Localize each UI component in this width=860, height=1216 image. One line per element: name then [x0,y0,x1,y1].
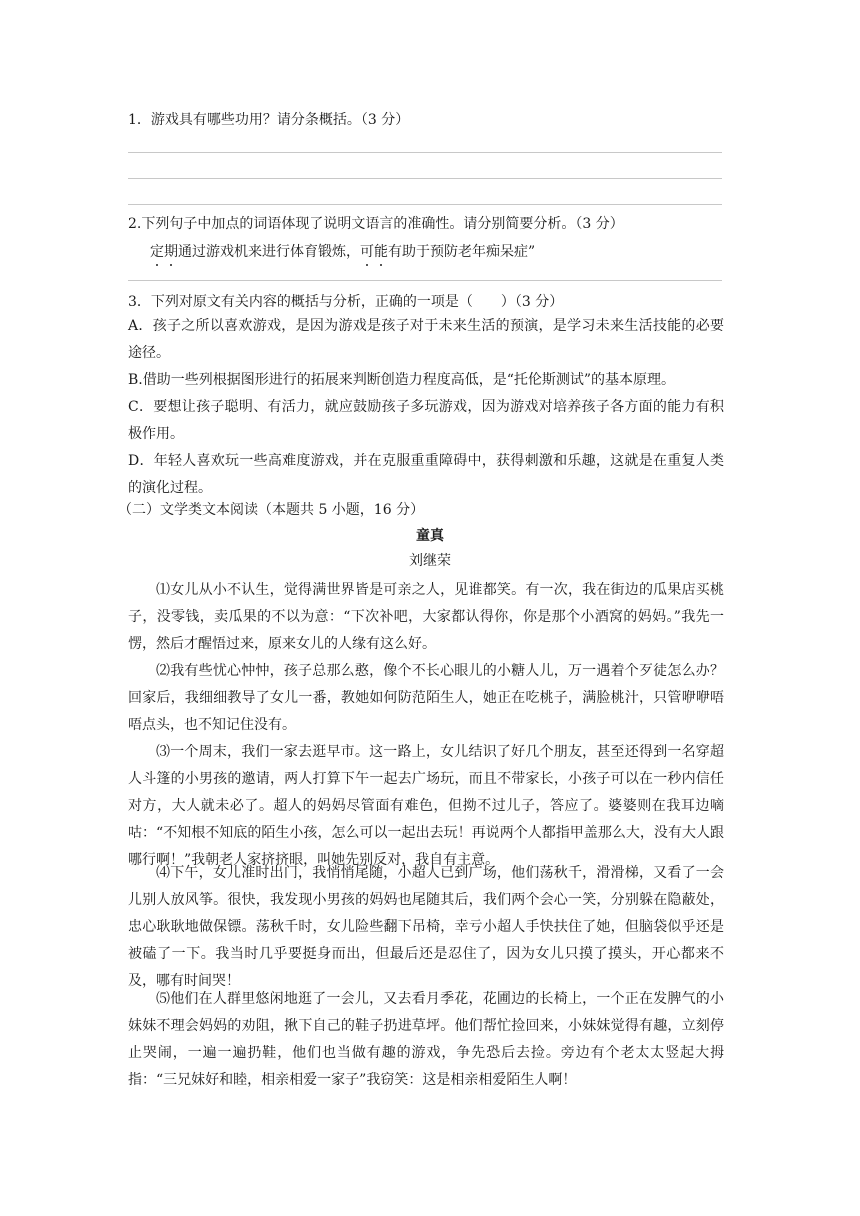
option-d: D．年轻人喜欢玩一些高难度游戏，并在克服重重障碍中，获得刺激和乐趣，这就是在重复人类的演化过程。 [128,453,724,496]
article-author: 刘继荣 [409,553,451,569]
option-a: A．孩子之所以喜欢游戏，是因为游戏是孩子对于未来生活的预演，是学习未来生活技能的必要途径。 [128,318,724,361]
sentence-text: 有助于预防老年痴呆症” [388,244,536,260]
dotted-word: 期 [164,244,178,260]
option-c: C．要想让孩子聪明、有活力，就应鼓励孩子多玩游戏，因为游戏对培养孩子各方面的能力有积极作用。 [128,399,724,442]
article-paragraph-4: ⑷下午，女儿准时出门，我悄悄尾随，小超人已到广场，他们荡秋千，滑滑梯，又看了一会儿别人放风筝。很快，我发现小男孩的妈妈也尾随其后，我们两个会心一笑，分别躲在隐蔽处，忠心耿耿地做保镖。荡秋千时，女儿险些翻下吊椅，幸亏小超人手快扶住了她，但脑袋似乎还是被磕了一下。我当时几乎要挺身而出，但最后还是忍住了，因为女儿只摸了摸头，开心都来不及，哪有时间哭！ [128,865,724,989]
sentence-text: 通过游戏机来进行体育锻炼， [178,244,360,260]
article-paragraph-5: ⑸他们在人群里悠闲地逛了一会儿，又去看月季花，花圃边的长椅上，一个正在发脾气的小妹妹不理会妈妈的劝阻，揪下自己的鞋子扔进草坪。他们帮忙捡回来，小妹妹觉得有趣，立刻停止哭闹，一遍一遍扔鞋，他们也当做有趣的游戏，争先恐后去捡。旁边有个老太太竖起大拇指：“三兄妹好和睦，相亲相爱一家子”我窃笑：这是相亲相爱陌生人啊！ [128,991,724,1088]
dotted-word: 定 [150,244,164,260]
question-3-prompt: 3．下列对原文有关内容的概括与分析，正确的一项是（ ）（3 分） [128,294,564,310]
article-paragraph-1: ⑴女儿从小不认生，觉得满世界皆是可亲之人，见谁都笑。有一次，我在街边的瓜果店买桃子，没零钱，卖瓜果的不以为意：“下次补吧，大家都认得你，你是那个小酒窝的妈妈。”我先一愣，然后才醒悟过来，原来女儿的人缘有这么好。 [128,582,724,652]
article-title: 童真 [416,528,444,544]
dotted-word: 能 [374,244,388,260]
question-2-prompt: 2.下列句子中加点的词语体现了说明文语言的准确性。请分别简要分析。（3 分） [128,216,624,232]
section-heading: （二）文学类文本阅读（本题共 5 小题，16 分） [118,502,425,518]
article-paragraph-3: ⑶一个周末，我们一家去逛早市。这一路上，女儿结识了好几个朋友，甚至还得到一名穿超人斗篷的小男孩的邀请，两人打算下午一起去广场玩，而且不带家长，小孩子可以在一秒内信任对方，大人就未必了。超人的妈妈尽管面有难色，但拗不过儿子，答应了。婆婆则在我耳边嘀咕：“不知根不知底的陌生小孩，怎么可以一起出去玩！再说两个人都指甲盖那么大，没有大人跟哪行啊！”我朝老人家挤挤眼，叫她先别反对，我自有主意。 [128,744,724,868]
article-paragraph-2: ⑵我有些忧心忡忡，孩子总那么憨，像个不长心眼儿的小糖人儿，万一遇着个歹徒怎么办？回家后，我细细教导了女儿一番，教她如何防范陌生人，她正在吃桃子，满脸桃汁，只管咿咿唔唔点头，也不知记住没有。 [128,663,724,733]
dotted-word: 可 [360,244,374,260]
answer-line [128,280,722,281]
option-b: B.借助一些列根据图形进行的拓展来判断创造力程度高低，是“托伦斯测试”的基本原理。 [128,372,676,388]
answer-line [128,204,722,205]
answer-line [128,178,722,179]
question-2-sentence [150,242,535,262]
answer-line [128,152,722,153]
question-1: 1．游戏具有哪些功用？请分条概括。（3 分） [128,112,410,128]
